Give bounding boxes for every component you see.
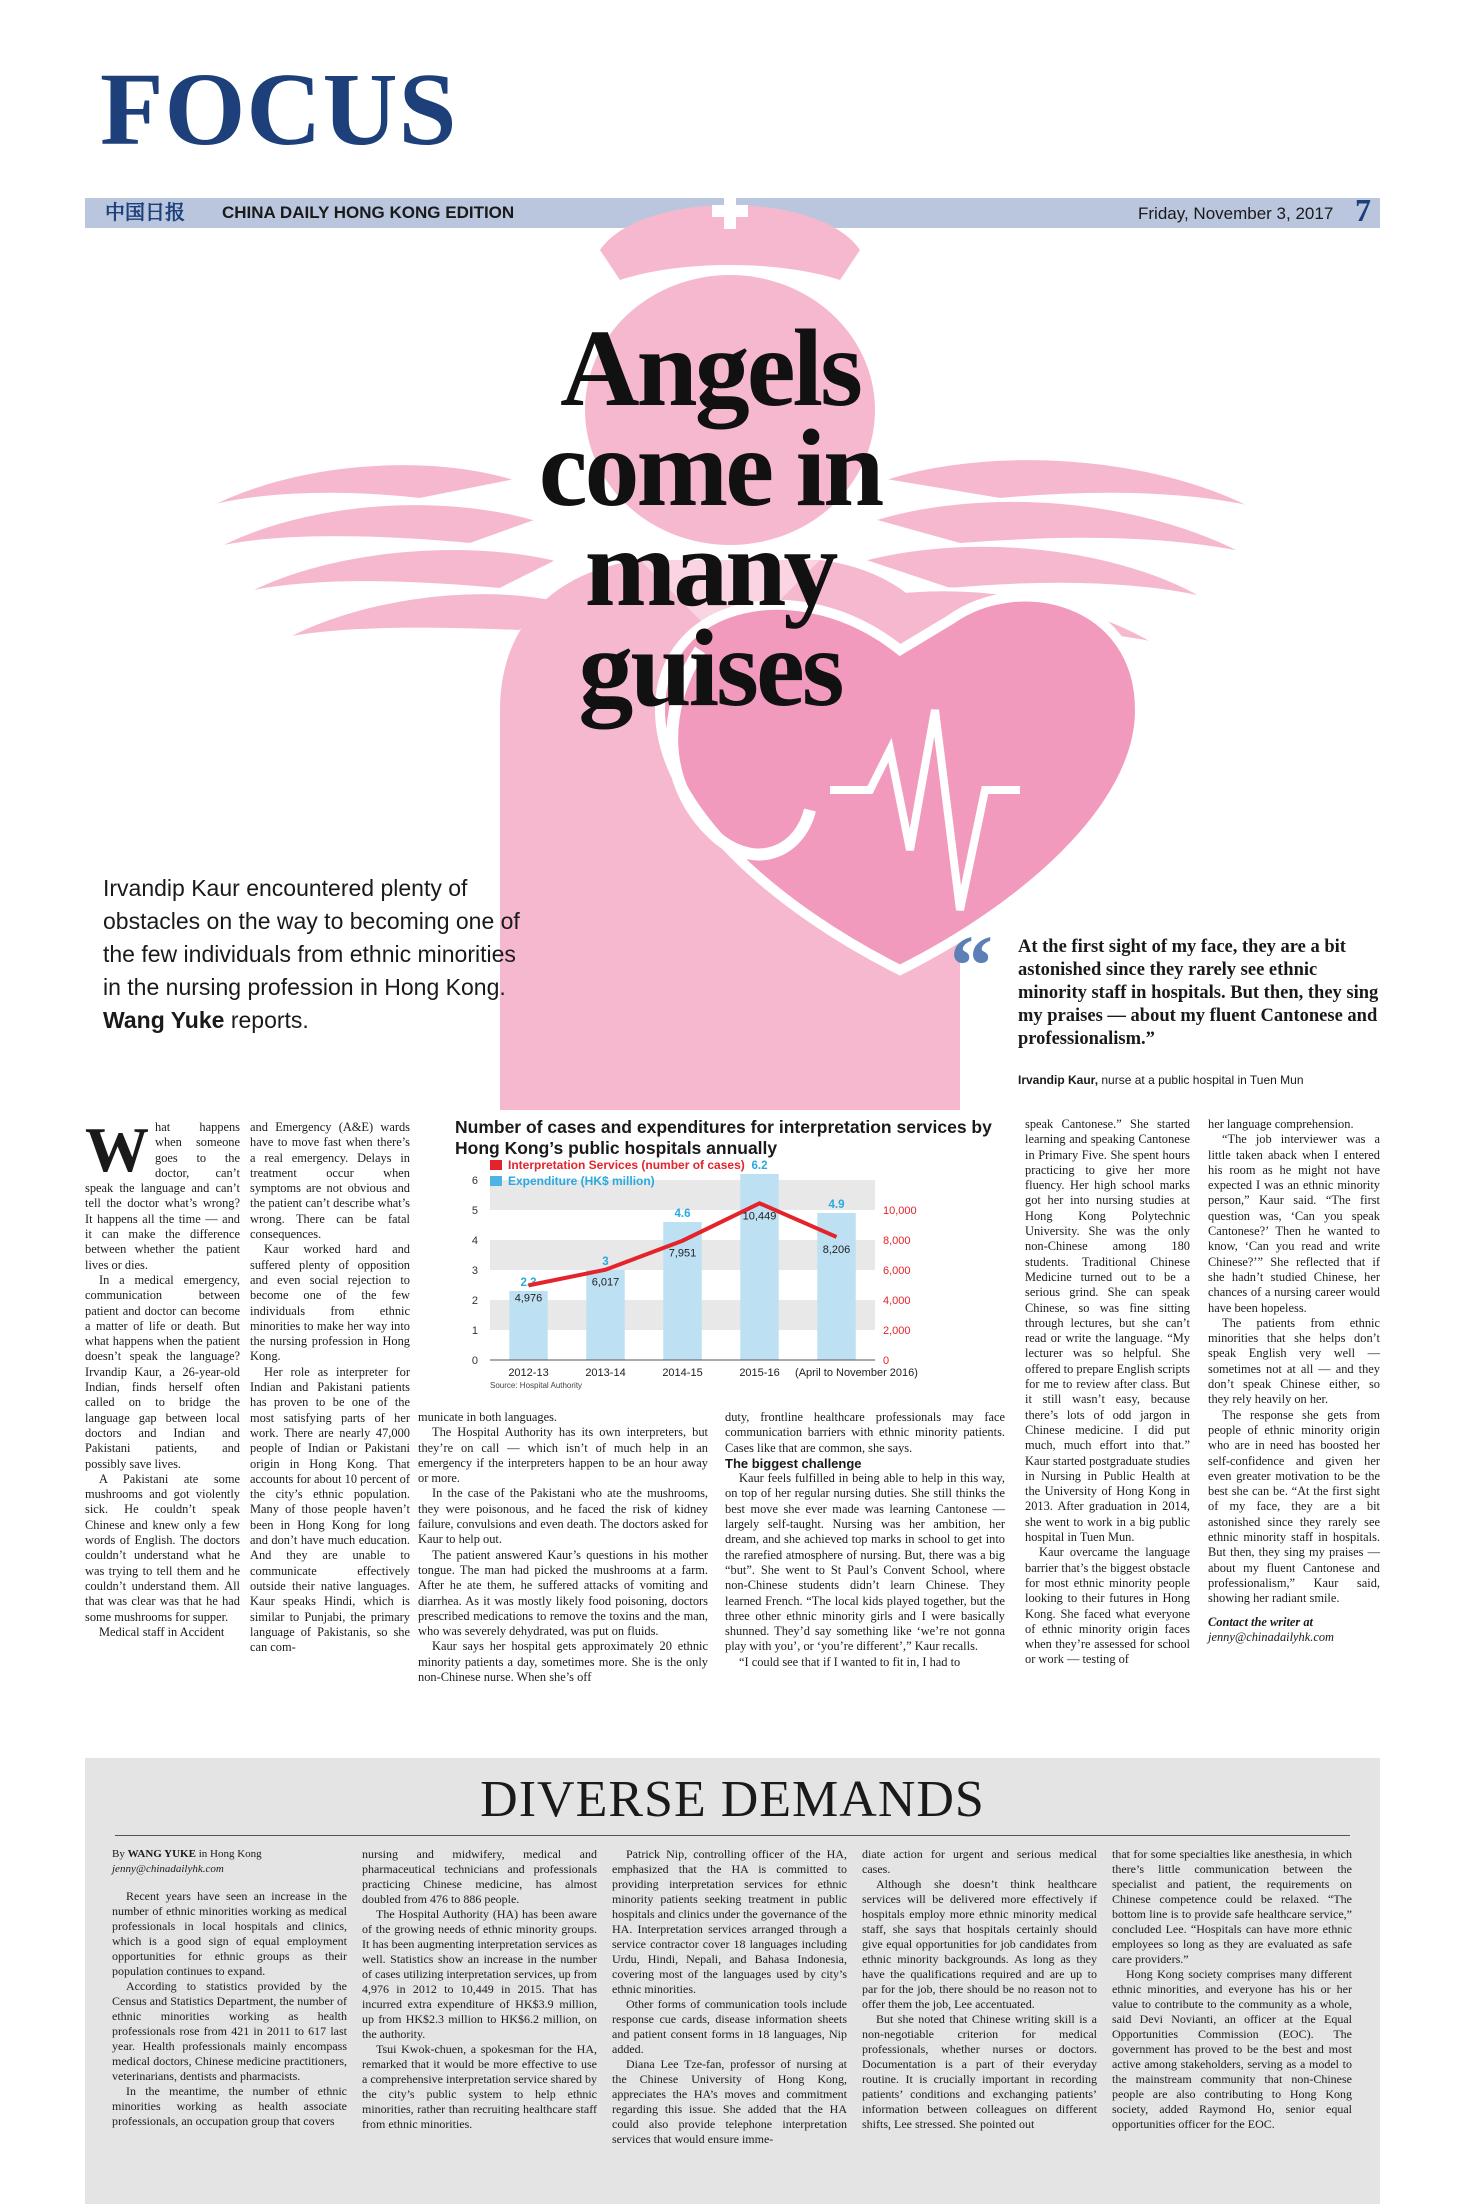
drop-cap: W (85, 1114, 149, 1185)
article-paragraph: “The job interviewer was a little taken aback when I entered his room as he might not have expected I was an ethnic minority person,” Kaur said. “The first question was, ‘Can you speak Cantonese?’ Then he wanted to know, ‘Can you read and write Chinese?’” She reflected that if she hadn’t studied Chinese, her chances of a nursing career would have been hopeless. (1208, 1132, 1380, 1315)
expenditure-label: 3 (602, 1256, 609, 1268)
sidebar-column-4 (862, 1847, 1097, 2132)
article-column-3 (418, 1410, 708, 1685)
article-paragraph: The patients from ethnic minorities that she helps don’t speak English very well — sometimes not at all — and they don’t speak Chinese either, so they rely heavily on her. (1208, 1315, 1380, 1407)
x-axis-tick-label: (April to November 2016) (795, 1367, 918, 1379)
page-number: 7 (1355, 192, 1371, 228)
right-axis-tick-label: 0 (883, 1355, 890, 1367)
standfirst-text: Irvandip Kaur encountered plenty of obstacles on the way to becoming one of the few individuals from ethnic minorities in the nursing profession in Hong Kong. (103, 875, 520, 1000)
cases-label: 8,206 (822, 1243, 851, 1256)
right-axis-tick-label: 2,000 (883, 1325, 911, 1337)
y-axis-tick-label: 4 (471, 1235, 478, 1247)
cases-label: 7,951 (668, 1247, 697, 1260)
article-column-2 (250, 1120, 410, 1655)
byline-prefix: By (112, 1848, 125, 1860)
legend-label-cases: Interpretation Services (number of cases) (508, 1160, 745, 1172)
standfirst-tail: reports. (230, 1007, 309, 1033)
right-axis-tick-label: 6,000 (883, 1265, 911, 1277)
sidebar-paragraph: Recent years have seen an increase in the number of ethnic minorities working as medical professionals in local hospitals and clinics, which is a good sign of equal employment opportunities for ethnic groups as their population continues to expand. (112, 1889, 347, 1978)
headline-line: come in (538, 407, 882, 529)
article-paragraph: Kaur worked hard and suffered plenty of opposition and even social rejection to become one of the few individuals from ethnic minorities to make her way into the nursing profession in Hong Kong. (250, 1242, 410, 1364)
cases-label: 4,976 (514, 1292, 543, 1305)
x-axis-tick-label: 2013-14 (585, 1367, 626, 1379)
pullquote-speaker: Irvandip Kaur, (1018, 1073, 1099, 1087)
chart-source: Source: Hospital Authority (490, 1381, 583, 1390)
article-paragraph: The Hospital Authority has its own interpreters, but they’re on call — which isn’t of much help in an emergency if the interpreters happen to be an hour away or more. (418, 1425, 708, 1486)
sidebar-paragraph: Patrick Nip, controlling officer of the HA, emphasized that the HA is committed to providing interpretation services for ethnic minority patients seeking treatment in public hospitals and clinics under the governance of the HA. Interpretation services arranged through a service contractor cover 18 languages including Urdu, Hindi, Nepali, and Bahasa Indonesia, covering most of the languages used by city’s ethnic minorities. (612, 1847, 847, 1996)
sidebar-column-1 (112, 1847, 347, 2129)
article-column-4 (725, 1410, 1005, 1670)
pullquote-role: nurse at a public hospital in Tuen Mun (1101, 1073, 1304, 1087)
byline-name: WANG YUKE (127, 1848, 196, 1860)
sidebar-column-5 (1112, 1847, 1352, 2132)
byline-place: in Hong Kong (198, 1848, 262, 1860)
sidebar-paragraph: diate action for urgent and serious medical cases. (862, 1847, 1097, 1876)
legend-label-expenditure: Expenditure (HK$ million) (508, 1174, 655, 1188)
sidebar-paragraph: Tsui Kwok-chuen, a spokesman for the HA, remarked that it would be more effective to use a comprehensive interpretation service shared by the city’s public system to help ethnic minorities, rather than recruiting healthcare staff from ethnic minorities. (362, 2042, 597, 2131)
paper-logo: 中国日报 (105, 202, 185, 224)
sidebar-paragraph: In the meantime, the number of ethnic minorities working as health associate professionals, an occupation group that covers (112, 2084, 347, 2128)
sidebar-paragraph: Although she doesn’t think healthcare services will be delivered more effectively if hospitals employ more ethnic minority medical staff, she says that hospitals certainly should give equal opportunities for job candidates from ethnic minority backgrounds. As long as they have the qualifications required and are up to par for the job, there should be no reason not to offer them the job, Lee accentuated. (862, 1877, 1097, 2011)
sidebar-paragraph: Hong Kong society comprises many different ethnic minorities, and everyone has his or her value to contribute to the community as a whole, said Devi Novianti, an officer at the Equal Opportunities Commission (EOC). The government has proved to be the best and most active among stakeholders, serving as a model to the mainstream community that non-Chinese people are also contributing to Hong Kong society, added Raymond Ho, senior equal opportunities officer for the EOC. (1112, 1967, 1352, 2131)
article-paragraph: and Emergency (A&E) wards have to move fast when there’s a real emergency. Delays in treatment occur when symptoms are not obvious and the patient can’t describe what’s wrong. There can be fatal consequences. (250, 1120, 410, 1242)
pullquote-text: At the first sight of my face, they are a bit astonished since they rarely see ethnic minority staff in hospitals. But then, they sing my praises — about my fluent Cantonese and professionalism.” (1018, 937, 1379, 1049)
sidebar-paragraph: nursing and midwifery, medical and pharmaceutical technicians and professionals practicing Chinese medicine, has almost doubled from 476 to 886 people. (362, 1847, 597, 1906)
y-axis-tick-label: 1 (471, 1325, 478, 1337)
article-paragraph: hat happens when someone goes to the doctor, can’t speak the language and can’t tell the doctor what’s wrong? It happens all the time — and it can make the difference between whether the patient lives or dies. (85, 1120, 240, 1272)
y-axis-tick-label: 2 (471, 1295, 478, 1307)
expenditure-label: 6.2 (751, 1160, 768, 1172)
sidebar-paragraph: But she noted that Chinese writing skill is a non-negotiable criterion for medical professionals, whether nurses or doctors. Documentation is a part of their everyday routine. It is crucially important in recording patients’ conditions and exchanging patients’ information between colleagues on different shifts, Lee stressed. She pointed out (862, 2012, 1097, 2131)
x-axis-tick-label: 2015-16 (739, 1367, 780, 1379)
x-axis-tick-label: 2012-13 (508, 1367, 549, 1379)
y-axis-tick-label: 0 (471, 1355, 478, 1367)
article-paragraph: Her role as interpreter for Indian and Pakistani patients has proven to be one of the most satisfying parts of her work. There are nearly 47,000 people of Indian or Pakistani origin in Hong Kong. That accounts for about 10 percent of the city’s ethnic population. Many of those people haven’t been in Hong Kong for long and don’t have much education. And they are unable to communicate effectively outside their native languages. Kaur speaks Hindi, which is similar to Punjabi, the primary language of Pakistanis, so she can com- (250, 1364, 410, 1655)
headline-line: many (584, 507, 836, 629)
sidebar-paragraph: The Hospital Authority (HA) has been aware of the growing needs of ethnic minority groups. It has been augmenting interpretation services as well. Statistics show an increase in the number of cases utilizing interpretation services, up from 4,976 in 2012 to 10,449 in 2015. That has incurred extra expenditure of HK$3.9 million, up from HK$2.3 million to HK$6.2 million, on the authority. (362, 1907, 597, 2041)
article-paragraph: In the case of the Pakistani who ate the mushrooms, they were poisonous, and he faced the risk of kidney failure, convulsions and even death. The doctors asked for Kaur to help out. (418, 1486, 708, 1547)
legend-swatch-cases (490, 1160, 502, 1170)
article-paragraph: The response she gets from people of ethnic minority origin who are in need has boosted her self-confidence and given her even greater motivation to be the best she can be. “At the first sight of my face, they are a bit astonished since they rarely see ethnic minority staff in hospitals. But then, they sing my praises — about my fluent Cantonese and professionalism,” Kaur said, showing her radiant smile. (1208, 1407, 1380, 1606)
quote-mark-icon: “ (950, 917, 993, 1013)
expenditure-label: 4.6 (674, 1208, 691, 1220)
y-axis-tick-label: 3 (471, 1265, 478, 1277)
cases-label: 6,017 (591, 1276, 620, 1289)
expenditure-label: 4.9 (828, 1199, 845, 1211)
section-title: FOCUS (100, 52, 458, 167)
expenditure-label: 2.3 (520, 1277, 537, 1289)
pullquote-credit (1018, 1073, 1304, 1087)
sidebar-paragraph: According to statistics provided by the Census and Statistics Department, the number of ethnic minorities working as health professionals rose from 421 in 2011 to 617 last year. Health professionals mainly encompass medical doctors, Chinese medicine practitioners, veterinarians, dentists and pharmacists. (112, 1979, 347, 2083)
headline-line: guises (578, 607, 842, 729)
x-axis-tick-label: 2014-15 (662, 1367, 703, 1379)
article-column-5 (1025, 1117, 1190, 1668)
edition-label: CHINA DAILY HONG KONG EDITION (222, 203, 515, 222)
sidebar-paragraph: Other forms of communication tools include response cue cards, disease information sheets and patient consent forms in 18 languages, Nip added. (612, 1997, 847, 2056)
article-paragraph: her language comprehension. (1208, 1117, 1354, 1131)
contact-label: Contact the writer at (1208, 1614, 1313, 1629)
article-paragraph: Kaur overcame the language barrier that’s the biggest obstacle for most ethnic minority people looking to their futures in Hong Kong. She faced what everyone of ethnic minority origin faces when they’re assessed for school or work — testing of (1025, 1545, 1190, 1667)
article-paragraph: duty, frontline healthcare professionals may face communication barriers with ethnic minority patients. Cases like that are common, she says. (725, 1410, 1005, 1455)
article-subhead: The biggest challenge (725, 1455, 862, 1471)
right-axis-tick-label: 8,000 (883, 1235, 911, 1247)
headline-line: Angels (560, 307, 860, 429)
right-axis-tick-label: 4,000 (883, 1295, 911, 1307)
sidebar-title: DIVERSE DEMANDS (480, 1771, 985, 1828)
legend-swatch-expenditure (490, 1176, 502, 1186)
byline-email[interactable]: jenny@chinadailyhk.com (112, 1863, 224, 1875)
article-column-6 (1208, 1117, 1380, 1645)
article-paragraph: A Pakistani ate some mushrooms and got violently sick. He couldn’t speak Chinese and knew only a few words of English. The doctors couldn’t understand what he was trying to tell them and he couldn’t understand them. All that was clear was that he had some mushrooms for supper. (85, 1471, 240, 1624)
article-paragraph: municate in both languages. (418, 1410, 558, 1424)
contact-email[interactable]: jenny@chinadailyhk.com (1208, 1629, 1334, 1644)
sidebar-column-3 (612, 1847, 847, 2147)
cases-label: 10,449 (742, 1210, 777, 1223)
article-paragraph: speak Cantonese.” She started learning and speaking Cantonese in Primary Five. She spent hours practicing to give her more fluency. Her high school marks got her into nursing studies at Hong Kong Polytechnic University. She was the only non-Chinese among 180 students. Traditional Chinese Medicine turned out to be a serious grind. She can speak Chinese, so was fine sitting through lectures, but she can’t read or write the language. “My lecturer was so helpful. She offered to prepare English scripts for me to review after class. But it still wasn’t easy, because there’s lots of odd jargon in Chinese medicine. I did put much, much effort into that.” Kaur started postgraduate studies in Nursing in Public Health at the University of Hong Kong in 2013. After graduation in 2014, she went to work in a big public hospital in Tuen Mun. (1025, 1117, 1190, 1545)
right-axis-tick-label: 10,000 (883, 1205, 917, 1217)
issue-date: Friday, November 3, 2017 (1138, 204, 1334, 223)
pullquote (1018, 936, 1388, 1051)
sidebar-paragraph: that for some specialties like anesthesia, in which there’s little communication between the specialist and patient, the requirements on Chinese competence could be relaxed. “The bottom line is to provide safe healthcare service,” concluded Lee. “Hospitals can have more ethnic employees so long as they are evaluated as safe care providers.” (1112, 1847, 1352, 1966)
article-paragraph: In a medical emergency, communication between patient and doctor can become a matter of life or death. But what happens when the patient doesn’t speak the language? Irvandip Kaur, a 26-year-old Indian, finds herself often called on to bridge the language gap between local doctors and Indian and Pakistani patients, and possibly save lives. (85, 1272, 240, 1471)
standfirst-author: Wang Yuke (103, 1007, 225, 1033)
headline (430, 307, 990, 729)
sidebar-byline (112, 1847, 347, 1862)
article-column-1 (85, 1114, 240, 1640)
chart-title: Number of cases and expenditures for interpretation services by Hong Kong’s public hospitals annually (455, 1117, 992, 1158)
standfirst (103, 872, 533, 1037)
article-paragraph: Kaur says her hospital gets approximately 20 ethnic minority patients a day, sometimes more. She is the only non-Chinese nurse. When she’s off (418, 1639, 708, 1685)
y-axis-tick-label: 5 (471, 1205, 478, 1217)
article-paragraph: Medical staff in Accident (99, 1624, 225, 1639)
sidebar-column-2 (362, 1847, 597, 2132)
article-paragraph: “I could see that if I wanted to fit in, I had to (739, 1654, 961, 1669)
y-axis-tick-label: 6 (471, 1175, 478, 1187)
article-paragraph: Kaur feels fulfilled in being able to help in this way, on top of her regular nursing duties. She still thinks the best move she ever made was learning Cantonese — largely self-taught. Nursing was her ambition, her dream, and she achieved top marks in school to get into the rarefied atmosphere of nursing. But, there was a big “but”. She went to St Paul’s Convent School, where non-Chinese students didn’t learn Chinese. They learned French. “The local kids played together, but the three other ethnic minority girls and I were basically shunned. They’d say something like ‘we’re not gonna play with you’, or ‘you’re different’,” Kaur recalls. (725, 1471, 1005, 1654)
article-paragraph: The patient answered Kaur’s questions in his mother tongue. The man had picked the mushrooms at a farm. After he ate them, he suffered attacks of vomiting and diarrhea. As it was mostly likely food poisoning, doctors prescribed medications to remove the toxins and the man, who was severely dehydrated, was put on fluids. (418, 1547, 708, 1639)
sidebar-rule (115, 1835, 1350, 1836)
sidebar-paragraph: Diana Lee Tze-fan, professor of nursing at the Chinese University of Hong Kong, appreciates the HA’s moves and commitment regarding this issue. She added that the HA could also provide telephone interpretation services that would ensure imme- (612, 2057, 847, 2146)
interpretation-chart (455, 1160, 1000, 1390)
